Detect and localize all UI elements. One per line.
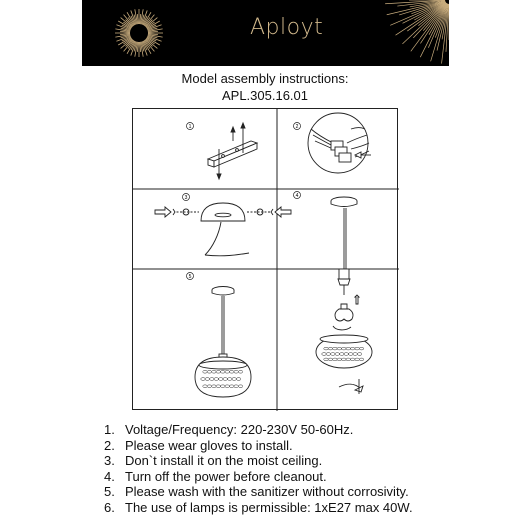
assembly-diagram-panel xyxy=(132,108,398,410)
decorative-rays-icon xyxy=(82,0,449,66)
step-label-1 xyxy=(187,123,194,131)
step-label-5 xyxy=(187,273,194,281)
model-number: APL.305.16.01 xyxy=(221,88,309,103)
canopy-fixing-illustration xyxy=(155,203,291,256)
note-item: 2. Please wear gloves to install. xyxy=(104,437,293,453)
svg-text:1: 1 xyxy=(188,124,192,130)
step-label-3 xyxy=(183,194,190,202)
bulb-and-shade-illustration xyxy=(316,197,372,394)
assembly-diagram xyxy=(133,109,399,411)
note-item: 1. Voltage/Frequency: 220-230V 50-60Hz. xyxy=(104,422,354,437)
note-item: 4. Turn off the power before cleanout. xyxy=(104,468,327,484)
mounting-bracket-illustration xyxy=(208,123,257,179)
step-label-2 xyxy=(294,123,301,131)
note-item: 3. Don`t install it on the moist ceiling. xyxy=(104,453,323,468)
instruction-notes xyxy=(104,422,413,515)
brand-name: Aployt xyxy=(250,15,324,40)
document-title: Model assembly instructions: xyxy=(181,71,349,86)
svg-text:3: 3 xyxy=(184,195,188,201)
svg-text:5: 5 xyxy=(188,274,192,280)
svg-text:2: 2 xyxy=(295,124,299,130)
note-item: 5. Please wash with the sanitizer without corrosivity. xyxy=(104,484,409,499)
note-item: 6. The use of lamps is permissible: 1xE27 max 40W. xyxy=(104,499,413,515)
step-label-4 xyxy=(294,192,301,200)
wiring-connection-illustration xyxy=(308,113,371,173)
svg-text:4: 4 xyxy=(295,193,299,199)
brand-header xyxy=(82,0,449,66)
corner-ray xyxy=(390,2,445,26)
